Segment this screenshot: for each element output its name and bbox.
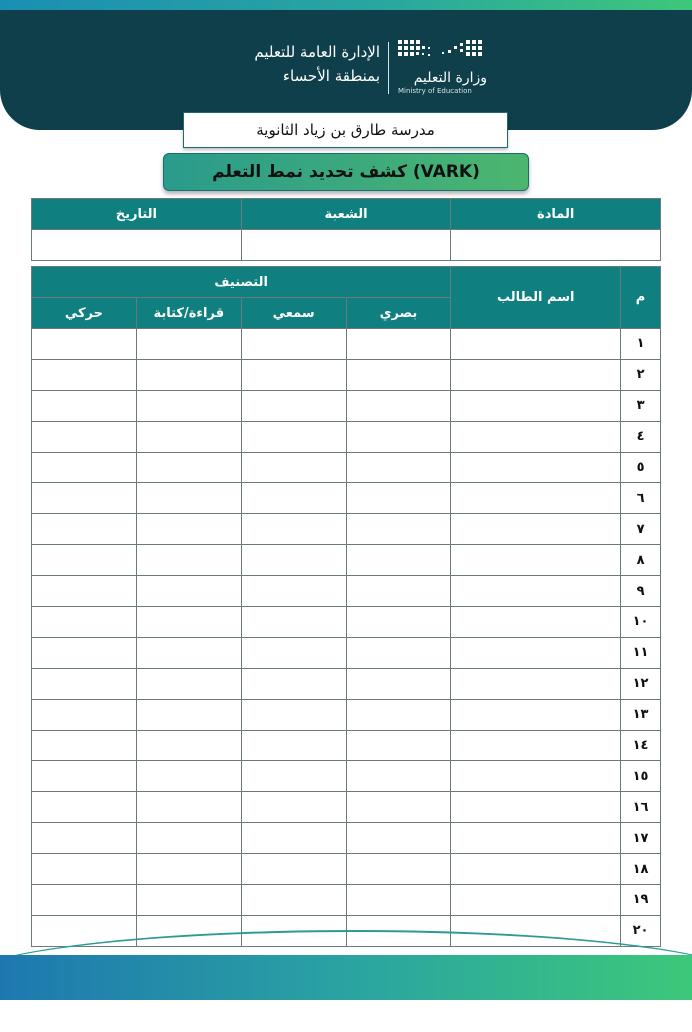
auditory-cell[interactable] (241, 792, 346, 823)
auditory-cell[interactable] (241, 885, 346, 916)
student-name-cell[interactable] (451, 483, 621, 514)
row-number: ٣ (621, 390, 661, 421)
auditory-cell[interactable] (241, 699, 346, 730)
school-name: مدرسة طارق بن زياد الثانوية (183, 112, 508, 148)
read-write-cell[interactable] (136, 854, 241, 885)
header-divider (388, 42, 389, 94)
kinesthetic-cell[interactable] (32, 452, 137, 483)
table-row (32, 421, 661, 452)
kinesthetic-cell[interactable] (32, 390, 137, 421)
auditory-cell[interactable] (241, 668, 346, 699)
student-name-cell[interactable] (451, 545, 621, 576)
ministry-name-ar: وزارة التعليم (413, 70, 487, 86)
auditory-cell[interactable] (241, 483, 346, 514)
kinesthetic-cell[interactable] (32, 761, 137, 792)
row-number: ١٠ (621, 607, 661, 638)
table-row (32, 699, 661, 730)
visual-cell[interactable] (346, 761, 451, 792)
student-name-cell[interactable] (451, 854, 621, 885)
kinesthetic-cell[interactable] (32, 885, 137, 916)
row-number: ٢٠ (621, 915, 661, 946)
section-field[interactable] (241, 230, 451, 261)
read-write-cell[interactable] (136, 329, 241, 360)
auditory-cell[interactable] (241, 329, 346, 360)
read-write-cell[interactable] (136, 823, 241, 854)
row-number: ١٢ (621, 668, 661, 699)
table-row (32, 668, 661, 699)
visual-cell[interactable] (346, 514, 451, 545)
student-name-cell[interactable] (451, 390, 621, 421)
auditory-cell[interactable] (241, 359, 346, 390)
read-write-cell[interactable] (136, 359, 241, 390)
auditory-cell[interactable] (241, 854, 346, 885)
visual-cell[interactable] (346, 452, 451, 483)
auditory-cell[interactable] (241, 452, 346, 483)
admin-line-1: الإدارة العامة للتعليم (254, 43, 380, 61)
students-table (31, 266, 661, 947)
student-name-header: اسم الطالب (451, 267, 621, 329)
auditory-cell[interactable] (241, 421, 346, 452)
table-row (32, 792, 661, 823)
student-name-cell[interactable] (451, 761, 621, 792)
student-name-cell[interactable] (451, 823, 621, 854)
student-name-cell[interactable] (451, 668, 621, 699)
administration-name (210, 40, 380, 88)
row-number: ٢ (621, 359, 661, 390)
student-name-cell[interactable] (451, 329, 621, 360)
visual-cell[interactable] (346, 576, 451, 607)
kinesthetic-cell[interactable] (32, 792, 137, 823)
auditory-header: سمعي (241, 298, 346, 329)
auditory-cell[interactable] (241, 545, 346, 576)
kinesthetic-cell[interactable] (32, 421, 137, 452)
auditory-cell[interactable] (241, 823, 346, 854)
admin-line-2: بمنطقة الأحساء (282, 67, 380, 85)
section-label: الشعبة (241, 199, 451, 230)
read-write-cell[interactable] (136, 761, 241, 792)
read-write-cell[interactable] (136, 576, 241, 607)
visual-cell[interactable] (346, 329, 451, 360)
table-row (32, 823, 661, 854)
row-number: ١٧ (621, 823, 661, 854)
form-title: كشف تحديد نمط التعلم (VARK) (163, 153, 529, 191)
kinesthetic-cell[interactable] (32, 329, 137, 360)
kinesthetic-cell[interactable] (32, 607, 137, 638)
auditory-cell[interactable] (241, 637, 346, 668)
read-write-cell[interactable] (136, 545, 241, 576)
table-row (32, 390, 661, 421)
date-field[interactable] (32, 230, 242, 261)
visual-header: بصري (346, 298, 451, 329)
visual-cell[interactable] (346, 668, 451, 699)
kinesthetic-cell[interactable] (32, 576, 137, 607)
table-row (32, 576, 661, 607)
read-write-cell[interactable] (136, 730, 241, 761)
visual-cell[interactable] (346, 885, 451, 916)
visual-cell[interactable] (346, 483, 451, 514)
row-number: ٧ (621, 514, 661, 545)
row-number: ٥ (621, 452, 661, 483)
row-number: ١ (621, 329, 661, 360)
row-number: ١١ (621, 637, 661, 668)
read-write-cell[interactable] (136, 452, 241, 483)
student-name-cell[interactable] (451, 576, 621, 607)
row-number: ١٦ (621, 792, 661, 823)
info-table (31, 198, 661, 261)
visual-cell[interactable] (346, 730, 451, 761)
visual-cell[interactable] (346, 390, 451, 421)
row-number: ١٨ (621, 854, 661, 885)
visual-cell[interactable] (346, 792, 451, 823)
ministry-name-en: Ministry of Education (398, 87, 472, 95)
kinesthetic-cell[interactable] (32, 483, 137, 514)
student-name-cell[interactable] (451, 637, 621, 668)
table-row (32, 637, 661, 668)
subject-label: المادة (451, 199, 661, 230)
table-body (32, 329, 661, 947)
read-write-cell[interactable] (136, 390, 241, 421)
info-input-row (32, 230, 661, 261)
read-write-cell[interactable] (136, 668, 241, 699)
row-number: ١٤ (621, 730, 661, 761)
bottom-decor-strip (0, 955, 692, 1000)
visual-cell[interactable] (346, 421, 451, 452)
student-name-cell[interactable] (451, 452, 621, 483)
table-row (32, 730, 661, 761)
row-number: ١٩ (621, 885, 661, 916)
auditory-cell[interactable] (241, 576, 346, 607)
visual-cell[interactable] (346, 637, 451, 668)
student-name-cell[interactable] (451, 421, 621, 452)
student-name-cell[interactable] (451, 607, 621, 638)
visual-cell[interactable] (346, 854, 451, 885)
read-write-cell[interactable] (136, 699, 241, 730)
read-write-cell[interactable] (136, 483, 241, 514)
read-write-cell[interactable] (136, 421, 241, 452)
kinesthetic-cell[interactable] (32, 730, 137, 761)
subject-field[interactable] (451, 230, 661, 261)
read-write-cell[interactable] (136, 607, 241, 638)
table-row (32, 329, 661, 360)
row-number: ٩ (621, 576, 661, 607)
row-number: ٦ (621, 483, 661, 514)
ministry-dots-icon (398, 40, 488, 66)
student-name-cell[interactable] (451, 885, 621, 916)
table-row (32, 452, 661, 483)
kinesthetic-cell[interactable] (32, 359, 137, 390)
visual-cell[interactable] (346, 699, 451, 730)
kinesthetic-cell[interactable] (32, 637, 137, 668)
student-name-cell[interactable] (451, 699, 621, 730)
student-name-cell[interactable] (451, 514, 621, 545)
kinesthetic-header: حركي (32, 298, 137, 329)
visual-cell[interactable] (346, 823, 451, 854)
kinesthetic-cell[interactable] (32, 668, 137, 699)
student-name-cell[interactable] (451, 730, 621, 761)
read-write-cell[interactable] (136, 792, 241, 823)
row-number: ٤ (621, 421, 661, 452)
table-row (32, 359, 661, 390)
info-header-row (32, 199, 661, 230)
row-number: ١٣ (621, 699, 661, 730)
student-name-cell[interactable] (451, 359, 621, 390)
visual-cell[interactable] (346, 607, 451, 638)
read-write-header: قراءة/كتابة (136, 298, 241, 329)
auditory-cell[interactable] (241, 761, 346, 792)
visual-cell[interactable] (346, 545, 451, 576)
table-row (32, 514, 661, 545)
student-name-cell[interactable] (451, 792, 621, 823)
auditory-cell[interactable] (241, 514, 346, 545)
table-row (32, 545, 661, 576)
table-row (32, 761, 661, 792)
row-number: ١٥ (621, 761, 661, 792)
table-row (32, 607, 661, 638)
ministry-logo (392, 38, 502, 100)
row-number: ٨ (621, 545, 661, 576)
kinesthetic-cell[interactable] (32, 699, 137, 730)
classification-header: التصنيف (32, 267, 451, 298)
auditory-cell[interactable] (241, 390, 346, 421)
read-write-cell[interactable] (136, 514, 241, 545)
num-header: م (621, 267, 661, 329)
read-write-cell[interactable] (136, 637, 241, 668)
read-write-cell[interactable] (136, 885, 241, 916)
kinesthetic-cell[interactable] (32, 854, 137, 885)
visual-cell[interactable] (346, 359, 451, 390)
table-header-row-1 (32, 267, 661, 298)
auditory-cell[interactable] (241, 607, 346, 638)
auditory-cell[interactable] (241, 730, 346, 761)
table-row (32, 885, 661, 916)
table-row (32, 483, 661, 514)
kinesthetic-cell[interactable] (32, 823, 137, 854)
date-label: التاريخ (32, 199, 242, 230)
kinesthetic-cell[interactable] (32, 545, 137, 576)
kinesthetic-cell[interactable] (32, 514, 137, 545)
table-row (32, 854, 661, 885)
